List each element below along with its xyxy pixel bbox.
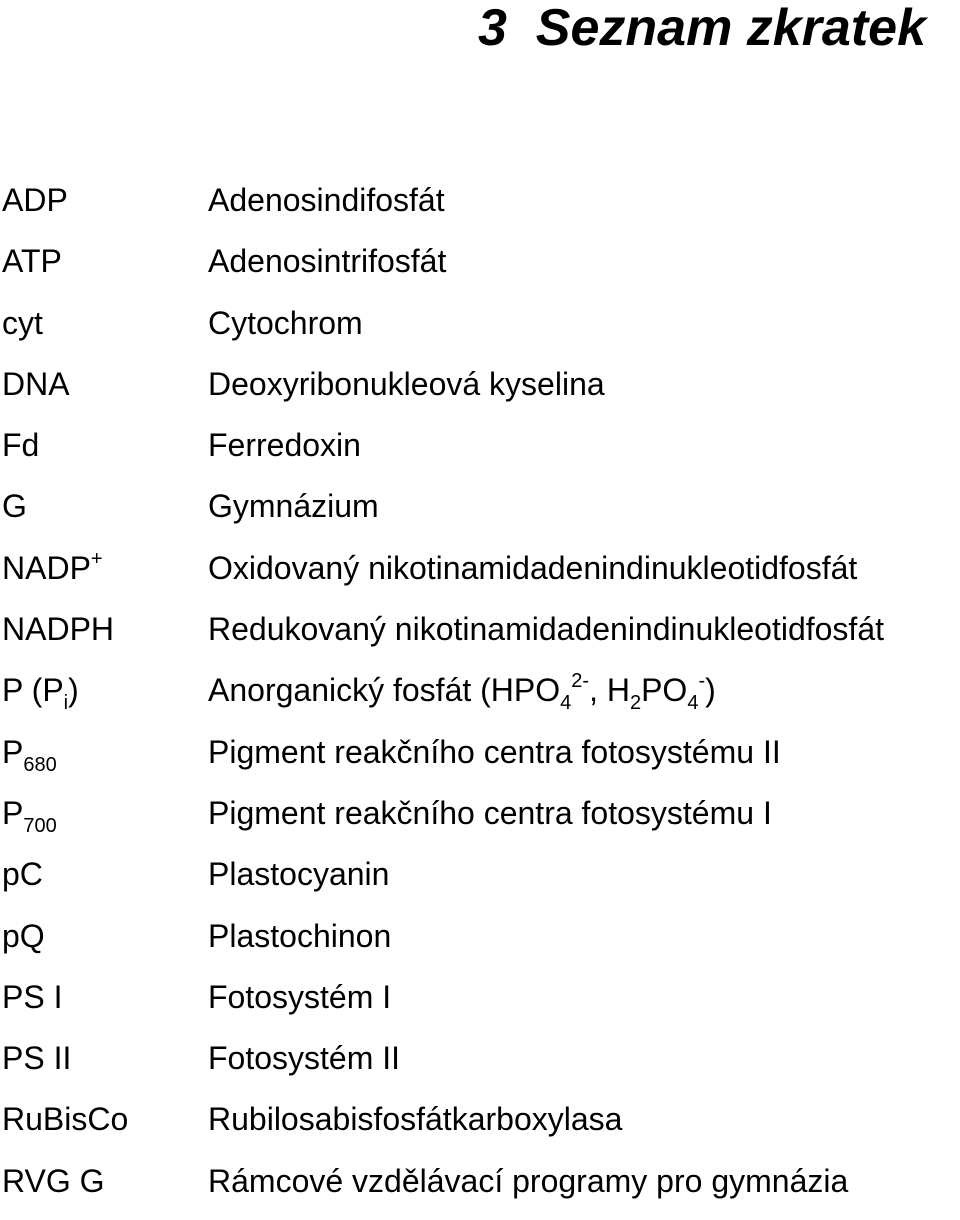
abbreviation-list xyxy=(0,178,960,1220)
abbreviation xyxy=(2,668,79,715)
list-item xyxy=(0,1159,960,1220)
definition-text: ) xyxy=(705,672,716,709)
definition-subscript: 2 xyxy=(629,692,642,715)
definition: Fotosystém I xyxy=(208,978,392,1015)
list-item xyxy=(0,546,960,607)
abbreviation: ADP xyxy=(2,182,68,218)
list-item xyxy=(0,362,960,423)
abbreviation-main: NADP xyxy=(2,549,91,586)
definition: Cytochrom xyxy=(208,304,363,341)
list-item xyxy=(0,301,960,362)
chapter-title: Seznam zkratek xyxy=(535,0,926,57)
list-item xyxy=(0,1036,960,1097)
list-item xyxy=(0,239,960,300)
definition: Redukovaný nikotinamidadenindinukleotidfosfát xyxy=(208,611,884,648)
abbreviation: NADPH xyxy=(2,611,115,648)
definition: Adenosintrifosfát xyxy=(208,243,447,280)
definition-superscript: 2- xyxy=(571,670,590,693)
abbreviation: PS I xyxy=(2,978,63,1015)
definition: Rubilosabisfosfátkarboxylasa xyxy=(208,1101,623,1138)
definition: Pigment reakčního centra fotosystému I xyxy=(208,794,772,831)
abbreviation: RuBisCo xyxy=(2,1101,129,1138)
definition: Pigment reakčního centra fotosystému II xyxy=(208,733,781,770)
definition: Fotosystém II xyxy=(208,1040,401,1077)
abbreviation: cyt xyxy=(2,304,43,341)
abbreviation xyxy=(2,730,57,774)
list-item xyxy=(0,607,960,668)
list-item xyxy=(0,852,960,913)
definition: Adenosindifosfát xyxy=(208,182,445,218)
abbreviation: DNA xyxy=(2,365,70,402)
definition-text: Anorganický fosfát (HPO xyxy=(208,672,561,709)
definition-text: PO xyxy=(641,672,688,709)
abbreviation: pC xyxy=(2,856,43,893)
abbreviation-subscript: i xyxy=(63,692,69,715)
abbreviation-main: P (P xyxy=(2,672,64,709)
definition-superscript: - xyxy=(698,670,706,693)
list-item xyxy=(0,423,960,484)
definition-subscript: 4 xyxy=(687,692,699,715)
definition: Deoxyribonukleová kyselina xyxy=(208,365,605,402)
definition: Rámcové vzdělávací programy pro gymnázia xyxy=(208,1162,849,1199)
definition: Plastochinon xyxy=(208,917,392,954)
definition-text: , H xyxy=(589,672,630,709)
list-item xyxy=(0,730,960,791)
definition: Plastocyanin xyxy=(208,856,390,893)
chapter-number: 3 xyxy=(477,0,507,57)
list-item xyxy=(0,975,960,1036)
abbreviation: G xyxy=(2,488,27,525)
abbreviation: Fd xyxy=(2,427,40,464)
abbreviation-subscript: 700 xyxy=(23,814,57,837)
abbreviation: pQ xyxy=(2,917,45,954)
list-item xyxy=(0,178,960,239)
abbreviation xyxy=(2,546,103,590)
abbreviation-main: P xyxy=(2,733,24,770)
definition-subscript: 4 xyxy=(560,692,572,715)
definition xyxy=(208,668,716,715)
list-item xyxy=(0,914,960,975)
page-title xyxy=(478,0,926,56)
list-item xyxy=(0,484,960,545)
abbreviation-superscript: + xyxy=(90,547,103,570)
list-item xyxy=(0,1097,960,1158)
definition: Oxidovaný nikotinamidadenindinukleotidfosfát xyxy=(208,549,858,586)
list-item xyxy=(0,791,960,852)
abbreviation-main: P xyxy=(2,794,24,831)
abbreviation-subscript: 680 xyxy=(23,753,57,776)
definition: Gymnázium xyxy=(208,488,379,525)
abbreviation xyxy=(2,791,57,835)
list-item xyxy=(0,668,960,729)
abbreviation-end: ) xyxy=(68,672,79,709)
definition: Ferredoxin xyxy=(208,427,361,464)
abbreviation: PS II xyxy=(2,1040,72,1077)
abbreviation: ATP xyxy=(2,243,62,280)
abbreviation: RVG G xyxy=(2,1162,105,1199)
